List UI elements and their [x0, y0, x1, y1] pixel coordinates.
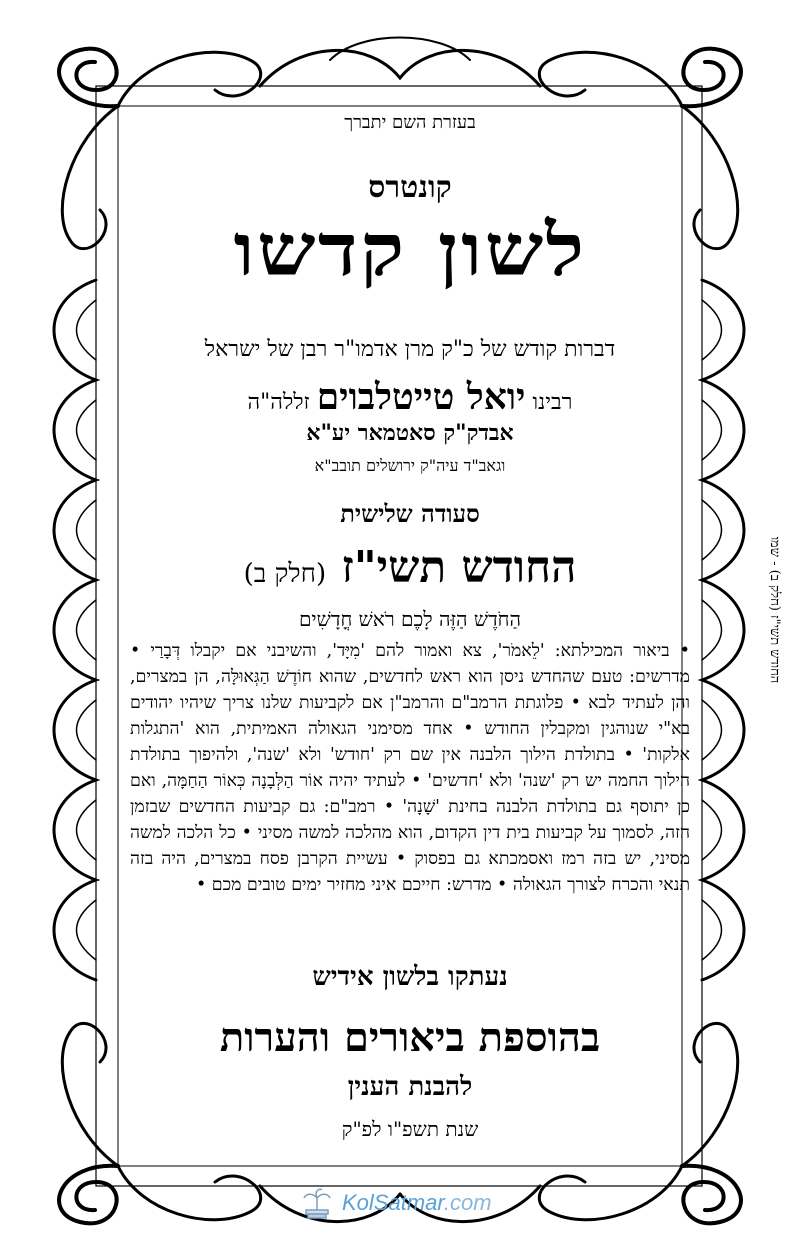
parsha-title	[140, 542, 680, 593]
purpose-note: להבנת הענין	[347, 1072, 473, 1102]
author-title-satmar: אבדק"ק סאטמאר יע"א	[306, 420, 514, 446]
topics-summary: • ביאור המכילתא: 'לֵאמֹר', צא ואמור להם 'מִיָּד', והשיבני אם יקבלו דְּבָרַי • מדרשים: טעם שהחדש ניסן הוא ראש לחדשים, שהוא חוֹדֶשׁ הַגְּאוּלָּה, הן במצרים, והן לעתיד לבא • פלוגתת הרמב"ם והרמב"ן אם לקביעות שלנו צריך שיהיו יהודים בא"י שנוהגין ומקבלין החודש • אחד מסימני הגאולה האמיתית, הוא 'התגלות אלקות' • בתולדת הילוך הלבנה אין שם רק 'חודש' ולא 'שנה', ולהיפוך בתולדת הילוך החמה יש רק 'שנה' ולא 'חדשים' • לעתיד יהיה אוֹר הַלְּבָנָה כְּאוֹר הַחַמָּה, ואם כן יתוסף גם בתולדת הלבנה בחינת 'שָׁנָה' • רמב"ם: גם קביעות החדשים שבזמן הזה, לסמוך על קביעות בית דין הקדום, הוא מהלכה למשה מסיני • כל הלכה למשה מסיני, יש בזה רמז ואסמכתא גם בפסוק • עשיית הקרבן פסח במצרים, היה בזה תנאי והכרח לצורך הגאולה • מדרש: חייכם איני מחזיר ימים טובים מכם •	[130, 641, 690, 895]
author-prefix: רבינו	[532, 390, 573, 415]
author-name-line	[140, 376, 680, 418]
watermark-text	[342, 1190, 492, 1216]
kuntres-label: קונטרס	[368, 170, 452, 205]
kolsatmar-watermark	[300, 1186, 492, 1220]
palm-tree-books-icon	[300, 1186, 334, 1220]
author-title-jerusalem: וגאב"ד עיה"ק ירושלים תובב"א	[314, 456, 506, 475]
author-suffix: זללה"ה	[247, 390, 310, 415]
side-label-text: החודש תשי"ז (חלק ב) - שמו	[767, 536, 782, 684]
author-intro: דברות קודש של כ"ק מרן אדמו"ר רבן של ישראל	[204, 337, 616, 362]
parsha-name: החודש תשי"ז	[341, 542, 577, 593]
blessing-header: בעזרת השם יתברך	[344, 112, 476, 133]
year-note: שנת תשפ"ו לפ"ק	[341, 1117, 479, 1141]
main-title: לשון קדשו	[233, 207, 587, 292]
watermark-domain: .com	[443, 1190, 492, 1215]
verse-header: הַחֹדֶשׁ הַזֶּה לָכֶם רֹאשׁ חֳדָשִׁים	[298, 607, 522, 631]
meal-label: סעודה שלישית	[340, 499, 480, 528]
part-label: (חלק ב)	[243, 559, 327, 589]
translated-note: נעתקו בלשון אידיש	[312, 962, 508, 992]
author-name: יואל טייטלבוים	[316, 376, 526, 418]
title-page	[130, 112, 690, 1182]
additions-note: בהוספת ביאורים והערות	[219, 1014, 601, 1061]
watermark-brand: KolSatmar	[342, 1190, 444, 1215]
